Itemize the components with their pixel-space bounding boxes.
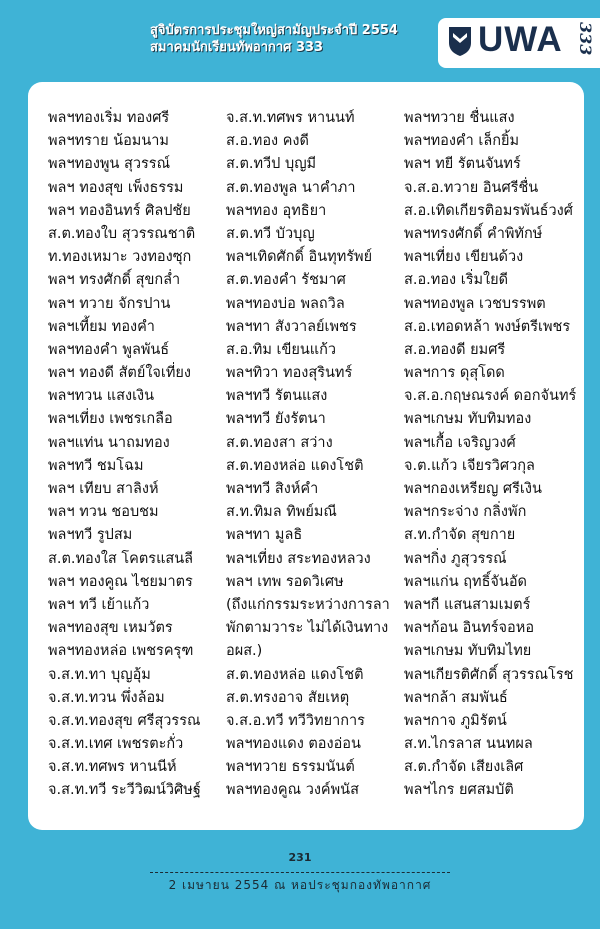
name-entry: จ.ส.อ.ทวี ทวีวิทยาการ: [226, 712, 365, 729]
name-entry: พลฯทวาย ธรรมนันต์: [226, 759, 355, 776]
name-entry: พลฯทวี ชมโฉม: [48, 457, 144, 474]
name-entry: พลฯทวาย ชื่นแสง: [404, 110, 515, 126]
name-entry: ส.อ.ทอง คงดี: [226, 133, 309, 150]
name-entry: พลฯเกียรติศักดิ์ สุวรรณโรช: [404, 666, 574, 683]
name-entry: จ.ส.ท.ทา บุญอุ้ม: [48, 666, 151, 683]
name-entry: (ถึงแก่กรรมระหว่างการลา: [226, 596, 390, 613]
name-entry: พลฯ ทวน ชอบชม: [48, 504, 159, 521]
name-entry: พลฯเกื้อ เจริญวงศ์: [404, 434, 516, 451]
name-entry: จ.ส.ท.ทศพร หานนท์: [226, 110, 355, 126]
name-entry: จ.ส.อ.ทวาย อินศรีชื่น: [404, 179, 539, 196]
name-entry: จ.ส.อ.กฤษณรงค์ ดอกจันทร์: [404, 388, 577, 405]
footer-divider: [150, 872, 450, 873]
name-entry: พลฯทองเริ่ม ทองศรี: [48, 110, 170, 126]
name-entry: ส.ต.ทองหล่อ แดงโชติ: [226, 666, 364, 683]
name-entry: ส.ต.กำจัด เสียงเลิศ: [404, 759, 524, 776]
name-entry: พลฯกิ่ง ภูสุวรรณ์: [404, 550, 507, 567]
name-entry: พลฯแก่น ฤทธิ์จันอัด: [404, 573, 527, 590]
name-entry: ส.ต.ทวี บัวบุญ: [226, 225, 315, 242]
name-entry: ส.ต.ทรงอาจ สัยเหตุ: [226, 689, 350, 706]
logo-text: UWA: [478, 20, 563, 59]
name-entry: ส.ต.ทวีป บุญมี: [226, 156, 317, 173]
name-entry: พลฯไกร ยศสมบัติ: [404, 782, 514, 799]
name-entry: พลฯกาจ ภูมิรัตน์: [404, 712, 507, 729]
name-entry: ส.ท.ไกรลาส นนทผล: [404, 736, 533, 753]
name-entry: ส.อ.ทิม เขียนแก้ว: [226, 341, 337, 358]
name-entry: จ.ส.ท.ทวน พึ่งล้อม: [48, 689, 165, 706]
name-entry: พลฯ ทองอินทร์ ศิลปชัย: [48, 202, 191, 219]
name-entry: พลฯทอง อุทธิยา: [226, 202, 327, 219]
name-entry: พลฯเที่ยง เพชรเกลือ: [48, 411, 173, 428]
header-title: [150, 22, 398, 56]
name-entry: พลฯทองสุข เหมวัตร: [48, 620, 173, 637]
name-entry: ส.ต.ทองหล่อ แดงโชติ: [226, 457, 364, 474]
name-entry: พลฯทา มูลธิ: [226, 527, 303, 544]
name-entry: จ.ส.ท.ทศพร หานนีห์: [48, 759, 177, 776]
name-entry: พลฯทองพูล เวชบรรพต: [404, 295, 546, 312]
name-entry: ส.อ.เทิดเกียรติอมรพันธ์วงศ์: [404, 202, 573, 219]
name-entry: พลฯทองพูน สุวรรณ์: [48, 156, 171, 173]
name-entry: พลฯทิวา ทองสุรินทร์: [226, 365, 353, 382]
name-entry: จ.ส.ท.ทองสุข ศรีสุวรรณ: [48, 712, 201, 729]
name-column-1: [48, 107, 201, 803]
header-title-line1: สูจิบัตรการประชุมใหญ่สามัญประจำปี 2554: [150, 23, 398, 38]
name-entry: พลฯทองคูณ วงค์พนัส: [226, 782, 359, 799]
name-entry: พลฯทองคำ เล็กยิ้ม: [404, 133, 520, 150]
name-entry: พลฯแท่น นาถมทอง: [48, 434, 170, 451]
name-entry: ท.ทองเหมาะ วงทองซุก: [48, 249, 192, 266]
name-entry: พลฯทองบ่อ พลถวิล: [226, 295, 345, 312]
name-entry: ส.ท.ทิมล ทิพย์มณี: [226, 504, 337, 521]
name-entry: พลฯกี แสนสามเมตร์: [404, 596, 531, 613]
name-entry: ส.อ.เทอดหล้า พงษ์ตรีเพชร: [404, 318, 571, 335]
name-column-2: [226, 107, 390, 803]
name-entry: ส.อ.ทองดี ยมศรี: [404, 341, 506, 358]
name-entry: พลฯทวี สิงห์คำ: [226, 481, 319, 497]
name-entry: พักตามวาระ ไม่ได้เงินทาง: [226, 620, 389, 637]
name-entry: พลฯทวน แสงเงิน: [48, 388, 155, 405]
name-entry: พลฯทา สังวาลย์เพชร: [226, 318, 357, 335]
name-entry: พลฯเกษม ทับทิมทอง: [404, 411, 532, 428]
name-entry: พลฯ ทรงศักดิ์ สุขกล่ำ: [48, 272, 181, 289]
name-entry: พลฯ ทองคูณ ไชยมาตร: [48, 573, 193, 590]
name-entry: ส.ต.ทองใบ สุวรรณชาติ: [48, 225, 196, 242]
name-entry: พลฯกองเหรียญ ศรีเงิน: [404, 481, 542, 497]
name-entry: พลฯทวี ยังรัตนา: [226, 411, 326, 428]
name-entry: พลฯ ทวี เย้าแก้ว: [48, 596, 150, 613]
name-entry: พลฯกล้า สมพันธ์: [404, 689, 508, 706]
name-entry: พลฯ ทยี รัตนจันทร์: [404, 156, 521, 173]
name-entry: พลฯ ทองสุข เพ็งธรรม: [48, 179, 184, 196]
name-entry: พลฯการ ดุสุโดด: [404, 365, 505, 382]
name-entry: พลฯทองหล่อ เพชรครุฑ: [48, 643, 194, 660]
page-header: [0, 0, 600, 82]
name-entry: จ.ส.ท.ทวี ระวีวิฒน์วิศิษฐ์: [48, 782, 201, 799]
name-entry: พลฯเที่ยง เขียนด้วง: [404, 249, 524, 266]
name-column-3: [404, 107, 576, 803]
name-entry: ส.ต.ทองสา สว่าง: [226, 434, 333, 451]
name-entry: จ.ต.แก้ว เจียรวิศวกุล: [404, 457, 535, 474]
name-entry: ส.ต.ทองพูล นาคำภา: [226, 179, 356, 196]
name-entry: ส.ต.ทองใส โคตรแสนลี: [48, 550, 194, 567]
name-entry: พลฯทราย น้อมนาม: [48, 133, 169, 150]
name-entry: พลฯทองคำ พูลพันธ์: [48, 341, 170, 358]
name-entry: พลฯเกษม ทับทิมไทย: [404, 643, 532, 660]
header-title-line2: สมาคมนักเรียนทัพอากาศ 333: [150, 40, 324, 55]
name-entry: อผส.): [226, 643, 263, 660]
name-entry: จ.ส.ท.เทศ เพชรตะกั่ว: [48, 736, 184, 753]
name-entry: พลฯทรงศักดิ์ คำพิทักษ์: [404, 225, 543, 242]
name-entry: พลฯก้อน อินทร์จอหอ: [404, 620, 535, 637]
name-entry: พลฯทองแดง ตองอ่อน: [226, 736, 361, 753]
name-entry: พลฯ เทียบ สาลิงห์: [48, 481, 159, 497]
name-entry: พลฯเที้ยม ทองคำ: [48, 318, 155, 335]
name-entry: พลฯ เทพ รอดวิเศษ: [226, 573, 344, 590]
page-number: 231: [288, 851, 312, 864]
name-entry: พลฯเที่ยง สระทองหลวง: [226, 550, 371, 567]
logo-number: 333: [576, 22, 595, 56]
name-entry: พลฯ ทองดี สัตย์ใจเที่ยง: [48, 365, 191, 382]
name-entry: ส.ท.กำจัด สุขกาย: [404, 527, 516, 544]
shield-icon: [447, 25, 473, 57]
name-entry: พลฯทวี รูปสม: [48, 527, 133, 544]
name-entry: พลฯเทิดศักดิ์ อินทุทรัพย์: [226, 249, 373, 266]
name-entry: ส.ต.ทองคำ รัชมาศ: [226, 272, 346, 289]
footer-text: 2 เมษายน 2554 ณ หอประชุมกองทัพอากาศ: [168, 878, 432, 892]
name-entry: พลฯกระจ่าง กลิ่งพัก: [404, 504, 527, 521]
name-entry: พลฯทวี รัตนแสง: [226, 388, 328, 405]
name-entry: พลฯ ทวาย จักรปาน: [48, 295, 171, 312]
name-entry: ส.อ.ทอง เริ่มใยดี: [404, 272, 509, 289]
